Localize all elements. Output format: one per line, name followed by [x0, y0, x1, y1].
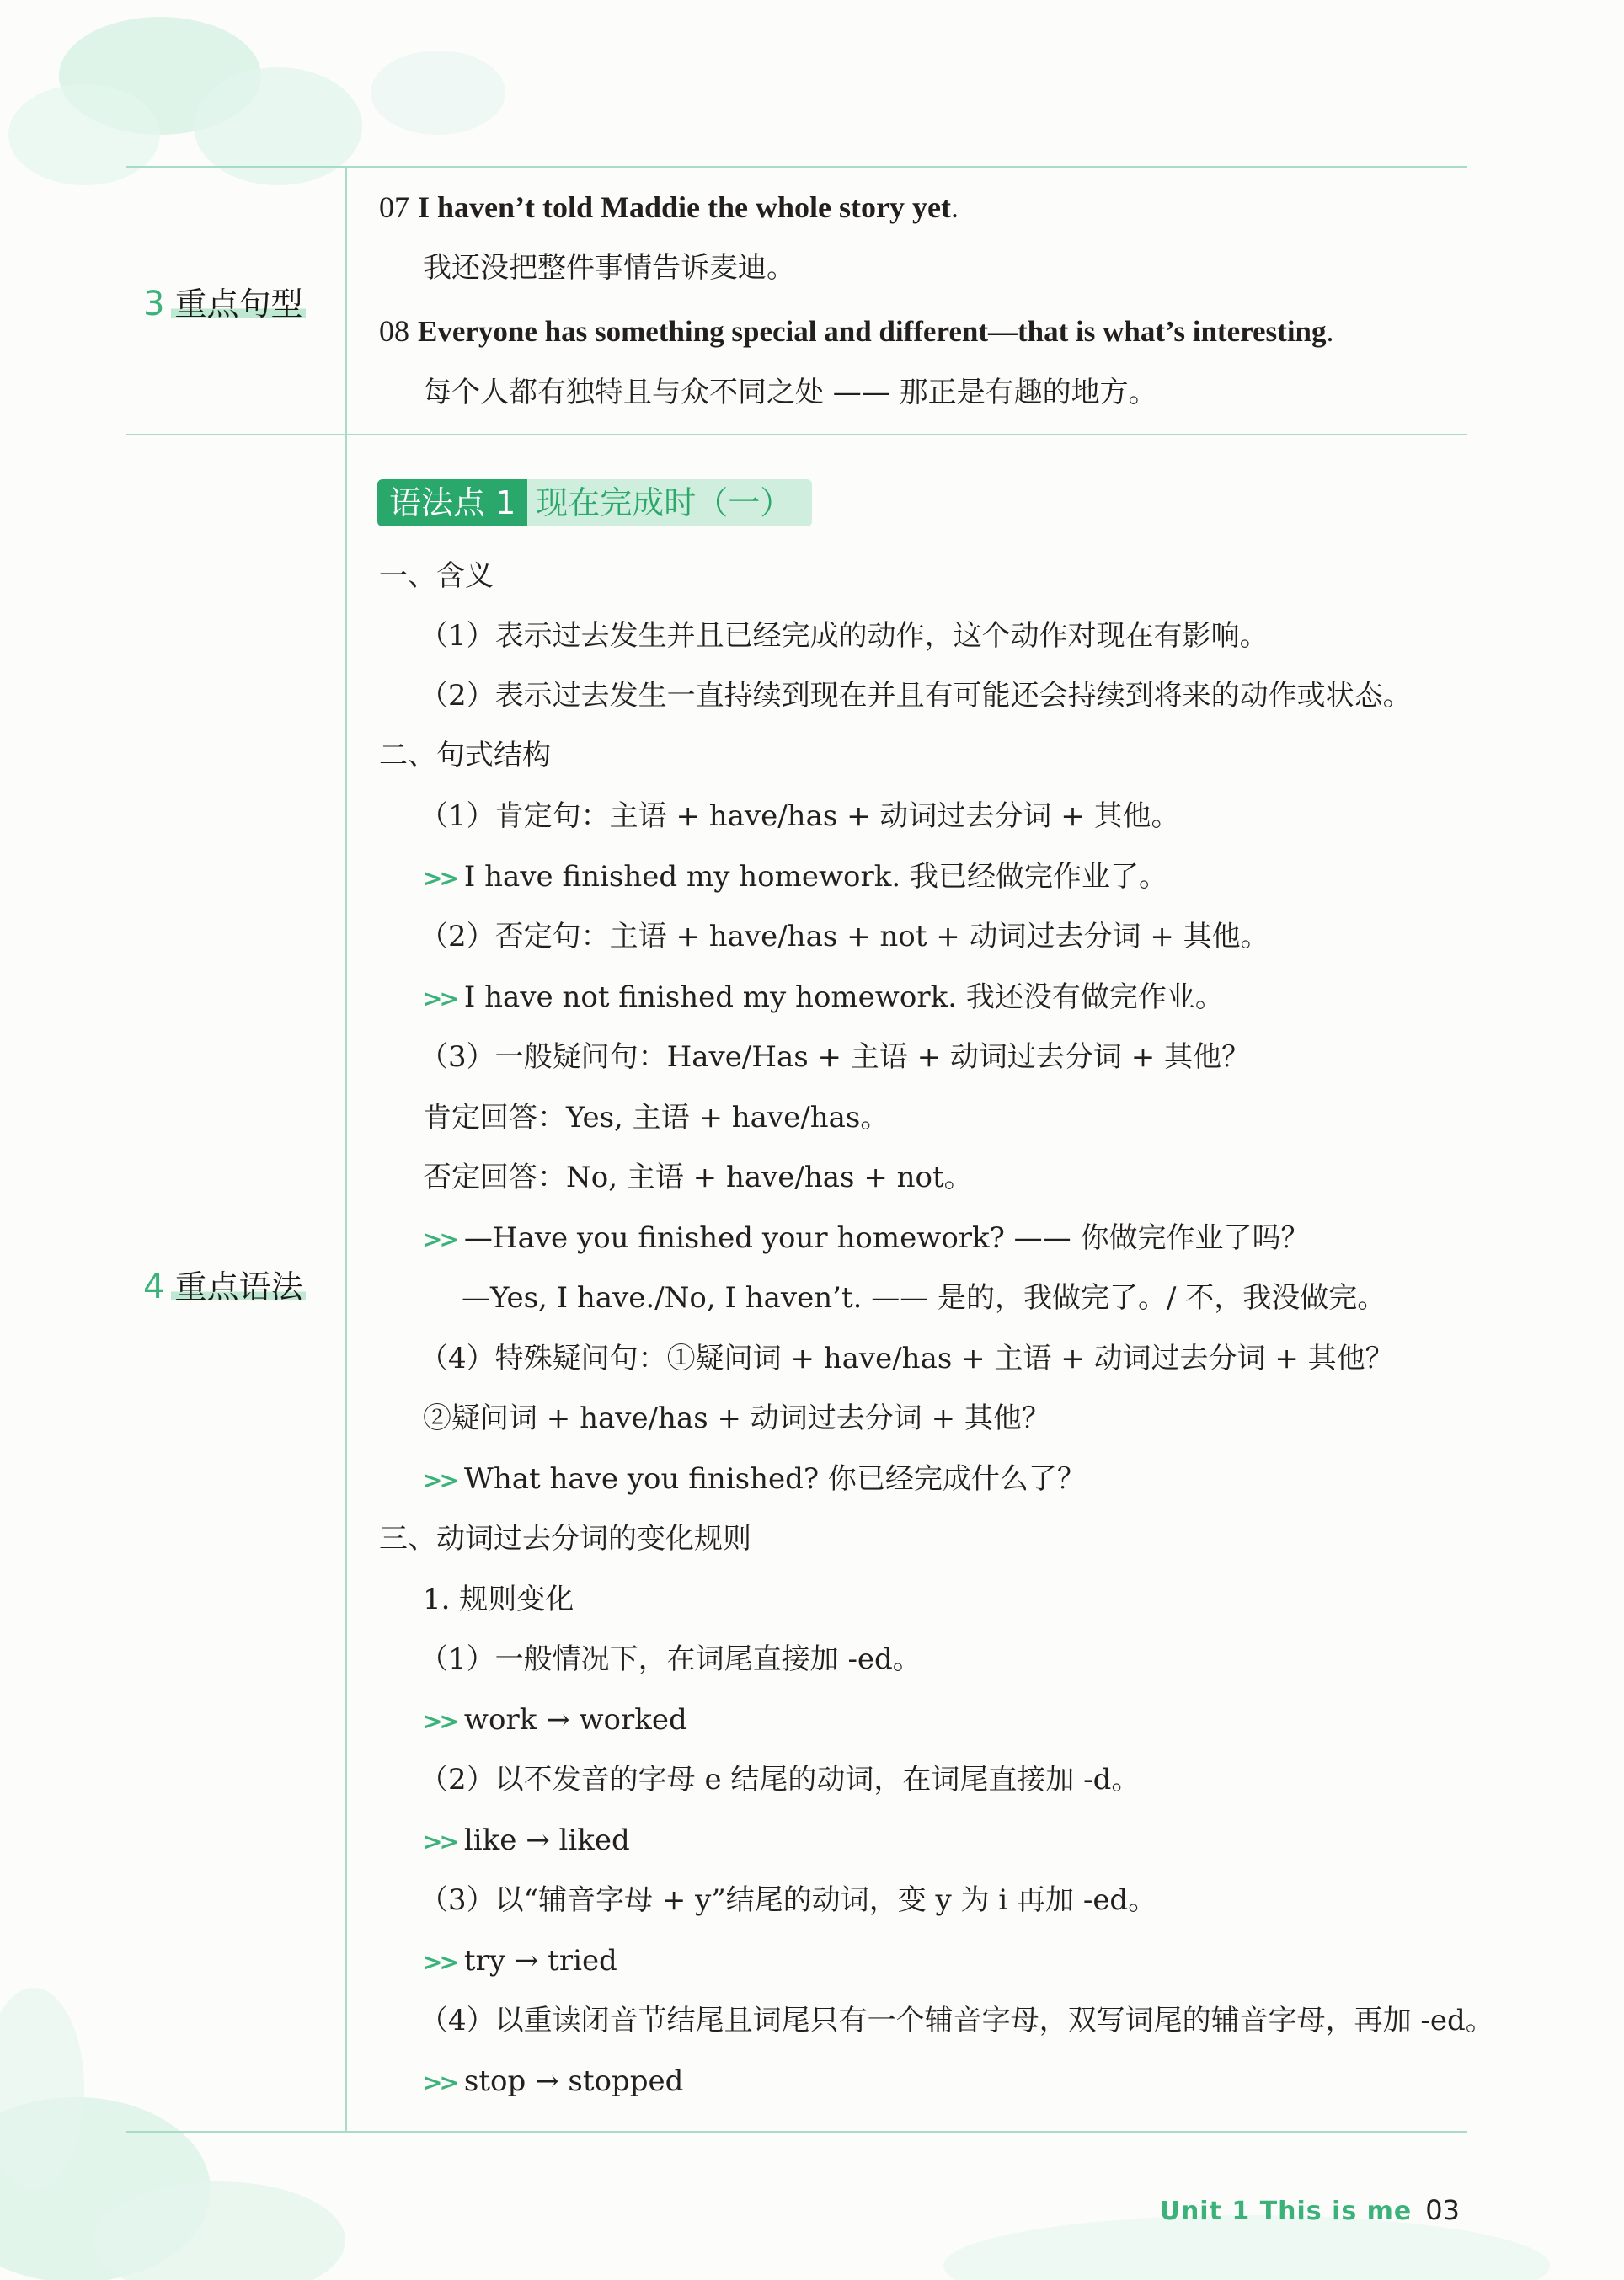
meaning-item: （1）表示过去发生并且已经完成的动作，这个动作对现在有影响。	[419, 619, 1269, 653]
arrow-icon: >>	[423, 1828, 456, 1856]
sentence-english: Everyone has something special and different—that is what’s interesting	[418, 315, 1327, 348]
arrow-icon: >>	[423, 1948, 456, 1976]
arrow-icon: >>	[423, 1466, 456, 1494]
rule-item: （2）以不发音的字母 e 结尾的动词，在词尾直接加 -d。	[419, 1763, 1141, 1797]
example-line	[423, 1458, 1086, 1500]
example-text: like → liked	[463, 1823, 630, 1857]
sentence-end: .	[950, 190, 959, 224]
middle-divider	[126, 434, 1467, 435]
arrow-icon: >>	[423, 864, 456, 892]
section-number: 3	[143, 285, 165, 323]
sentence-07	[379, 186, 959, 228]
sentence-number: 08	[379, 314, 409, 348]
sentence-end: .	[1326, 314, 1334, 348]
arrow-icon: >>	[423, 1225, 456, 1253]
page-number: 03	[1425, 2194, 1460, 2226]
heading-structure: 二、句式结构	[379, 739, 551, 772]
structure-rule: （1）肯定句：主语 + have/has + 动词过去分词 + 其他。	[419, 799, 1180, 833]
answer-rule: 否定回答：No, 主语 + have/has + not。	[423, 1161, 973, 1194]
section-title: 重点语法	[171, 1268, 306, 1306]
column-divider	[345, 166, 347, 2133]
example-text: work → worked	[463, 1703, 687, 1737]
structure-rule: （4）特殊疑问句：①疑问词 + have/has + 主语 + 动词过去分词 + 其他？	[419, 1342, 1394, 1375]
sentence-08-translation: 每个人都有独特且与众不同之处 —— 那正是有趣的地方。	[423, 376, 1157, 409]
example-line	[423, 1699, 687, 1741]
example-continued: —Yes, I have./No, I haven’t. —— 是的，我做完了。/ 不，我没做完。	[462, 1281, 1386, 1315]
rule-item: （1）一般情况下，在词尾直接加 -ed。	[419, 1642, 922, 1676]
example-line	[423, 976, 1224, 1018]
answer-rule: 肯定回答：Yes, 主语 + have/has。	[423, 1101, 889, 1135]
section-number: 4	[143, 1268, 165, 1306]
grammar-point-tag	[377, 479, 812, 526]
example-text: stop → stopped	[463, 2064, 684, 2098]
example-line	[423, 2060, 683, 2102]
arrow-icon: >>	[423, 985, 456, 1012]
structure-rule: ②疑问词 + have/has + 动词过去分词 + 其他？	[423, 1402, 1050, 1435]
example-text: I have finished my homework. 我已经做完作业了。	[463, 860, 1167, 894]
example-line	[423, 1819, 630, 1861]
unit-label: Unit 1 This is me	[1159, 2197, 1413, 2226]
arrow-icon: >>	[423, 1707, 456, 1735]
section-title: 重点句型	[171, 286, 306, 323]
example-text: What have you finished? 你已经完成什么了？	[463, 1462, 1086, 1496]
example-line	[423, 856, 1167, 898]
sentence-08	[379, 310, 1334, 352]
example-text: —Have you finished your homework? —— 你做完作业了吗？	[463, 1221, 1310, 1255]
top-divider	[126, 166, 1467, 168]
section-label-key-sentences	[143, 278, 337, 324]
sentence-english: I haven’t told Maddie the whole story yet	[418, 190, 951, 224]
grammar-point-title: 现在完成时（一）	[527, 479, 812, 526]
example-line	[423, 1217, 1310, 1259]
section-label-key-grammar	[143, 1261, 337, 1307]
grammar-point-number: 语法点 1	[377, 479, 527, 526]
heading-meaning: 一、含义	[379, 559, 494, 593]
arrow-icon: >>	[423, 2069, 456, 2096]
bottom-divider	[126, 2131, 1467, 2133]
rule-item: （3）以“辅音字母 + y”结尾的动词，变 y 为 i 再加 -ed。	[419, 1883, 1157, 1917]
sentence-07-translation: 我还没把整件事情告诉麦迪。	[423, 251, 795, 285]
structure-rule: （3）一般疑问句：Have/Has + 主语 + 动词过去分词 + 其他？	[419, 1040, 1251, 1074]
meaning-item: （2）表示过去发生一直持续到现在并且有可能还会持续到将来的动作或状态。	[419, 679, 1412, 713]
sentence-number: 07	[379, 190, 409, 224]
example-text: I have not finished my homework. 我还没有做完作业。	[463, 980, 1224, 1014]
example-line	[423, 1940, 617, 1982]
rule-item: （4）以重读闭音节结尾且词尾只有一个辅音字母，双写词尾的辅音字母，再加 -ed。	[419, 2004, 1494, 2037]
heading-participle-rules: 三、动词过去分词的变化规则	[379, 1522, 751, 1556]
page-footer	[1160, 2194, 1460, 2226]
structure-rule: （2）否定句：主语 + have/has + not + 动词过去分词 + 其他。	[419, 920, 1269, 953]
example-text: try → tried	[463, 1944, 617, 1978]
subheading-regular: 1. 规则变化	[423, 1583, 574, 1616]
